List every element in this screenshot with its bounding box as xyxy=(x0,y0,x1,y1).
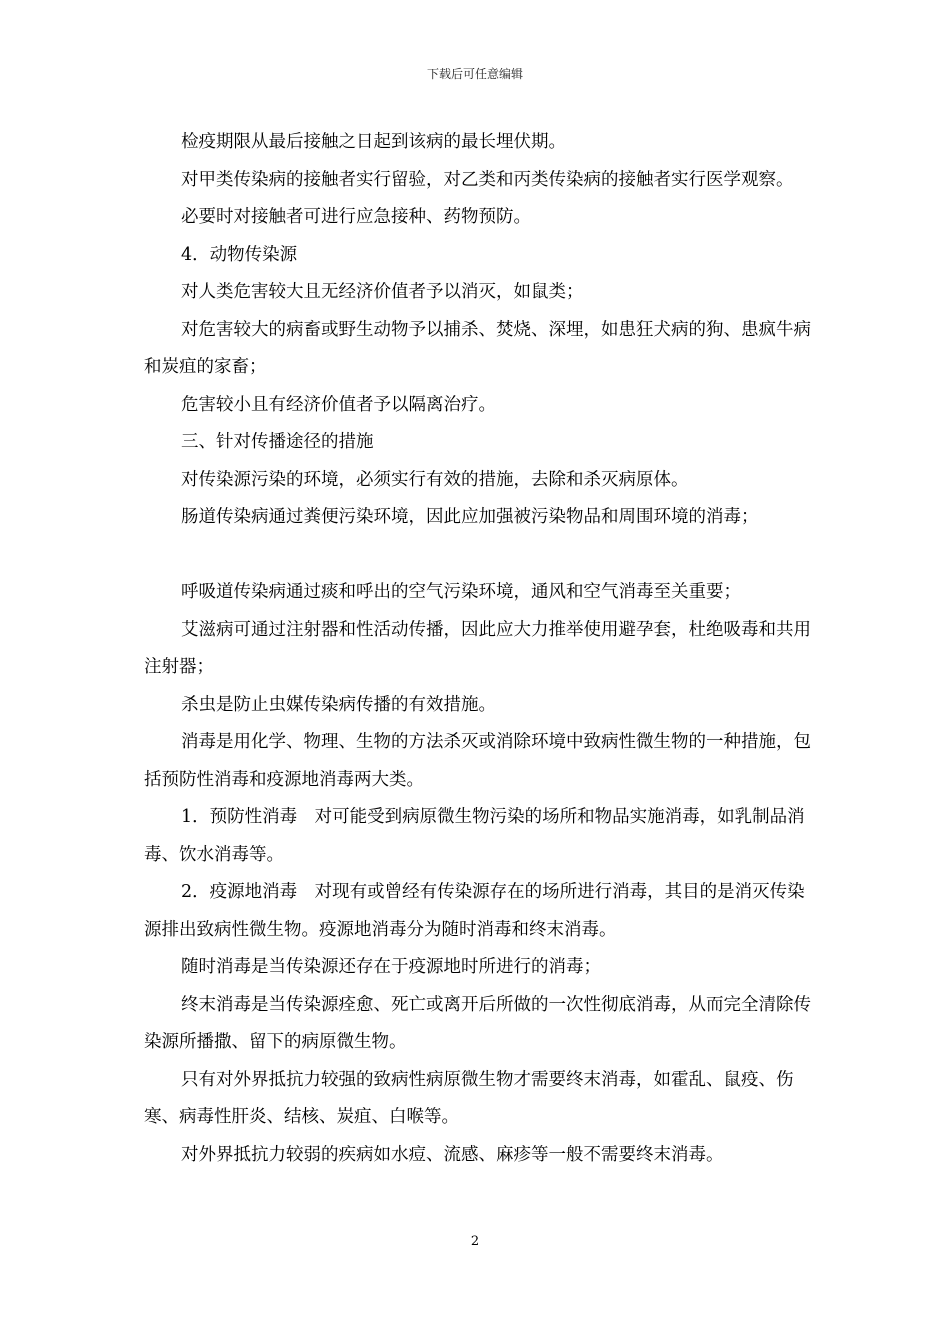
paragraph: 对危害较大的病畜或野生动物予以捕杀、焚烧、深埋，如患狂犬病的狗、患疯牛病和炭疽的家畜； xyxy=(144,319,811,377)
paragraph: 危害较小且有经济价值者予以隔离治疗。 xyxy=(181,394,496,415)
paragraph: 1．预防性消毒 对可能受到病原微生物污染的场所和物品实施消毒，如乳制品消毒、饮水消毒等。 xyxy=(144,807,805,865)
paragraph: 消毒是用化学、物理、生物的方法杀灭或消除环境中致病性微生物的一种措施，包括预防性消毒和疫源地消毒两大类。 xyxy=(144,732,811,790)
paragraph: 艾滋病可通过注射器和性活动传播，因此应大力推举使用避孕套，杜绝吸毒和共用注射器； xyxy=(144,619,811,677)
blank-line xyxy=(144,537,812,575)
paragraph: 终末消毒是当传染源痊愈、死亡或离开后所做的一次性彻底消毒，从而完全清除传染源所播撒、留下的病原微生物。 xyxy=(144,994,811,1052)
paragraph: 对甲类传染病的接触者实行留验，对乙类和丙类传染病的接触者实行医学观察。 xyxy=(181,169,794,190)
page-header: 下载后可任意编辑 xyxy=(426,67,523,81)
paragraph: 对传染源污染的环境，必须实行有效的措施，去除和杀灭病原体。 xyxy=(181,469,689,490)
section-heading: 4．动物传染源 xyxy=(181,244,298,265)
paragraph: 对人类危害较大且无经济价值者予以消灭，如鼠类； xyxy=(181,282,584,302)
paragraph: 肠道传染病通过粪便污染环境，因此应加强被污染物品和周围环境的消毒； xyxy=(181,507,759,527)
paragraph: 呼吸道传染病通过痰和呼出的空气污染环境，通风和空气消毒至关重要； xyxy=(181,582,741,602)
paragraph: 对外界抵抗力较弱的疾病如水痘、流感、麻疹等一般不需要终末消毒。 xyxy=(181,1144,724,1165)
page-number: 2 xyxy=(470,1234,480,1249)
paragraph: 只有对外界抵抗力较强的致病性病原微生物才需要终末消毒，如霍乱、鼠疫、伤寒、病毒性肝炎、结核、炭疽、白喉等。 xyxy=(144,1069,794,1127)
section-heading: 三、针对传播途径的措施 xyxy=(181,432,374,452)
paragraph: 检疫期限从最后接触之日起到该病的最长埋伏期。 xyxy=(181,132,566,152)
paragraph: 随时消毒是当传染源还存在于疫源地时所进行的消毒； xyxy=(181,957,601,977)
paragraph: 2．疫源地消毒 对现有或曾经有传染源存在的场所进行消毒，其目的是消灭传染源排出致病性微生物。疫源地消毒分为随时消毒和终末消毒。 xyxy=(144,882,805,940)
paragraph: 必要时对接触者可进行应急接种、药物预防。 xyxy=(181,207,531,227)
paragraph: 杀虫是防止虫媒传染病传播的有效措施。 xyxy=(181,694,496,715)
document-body xyxy=(144,124,812,1174)
